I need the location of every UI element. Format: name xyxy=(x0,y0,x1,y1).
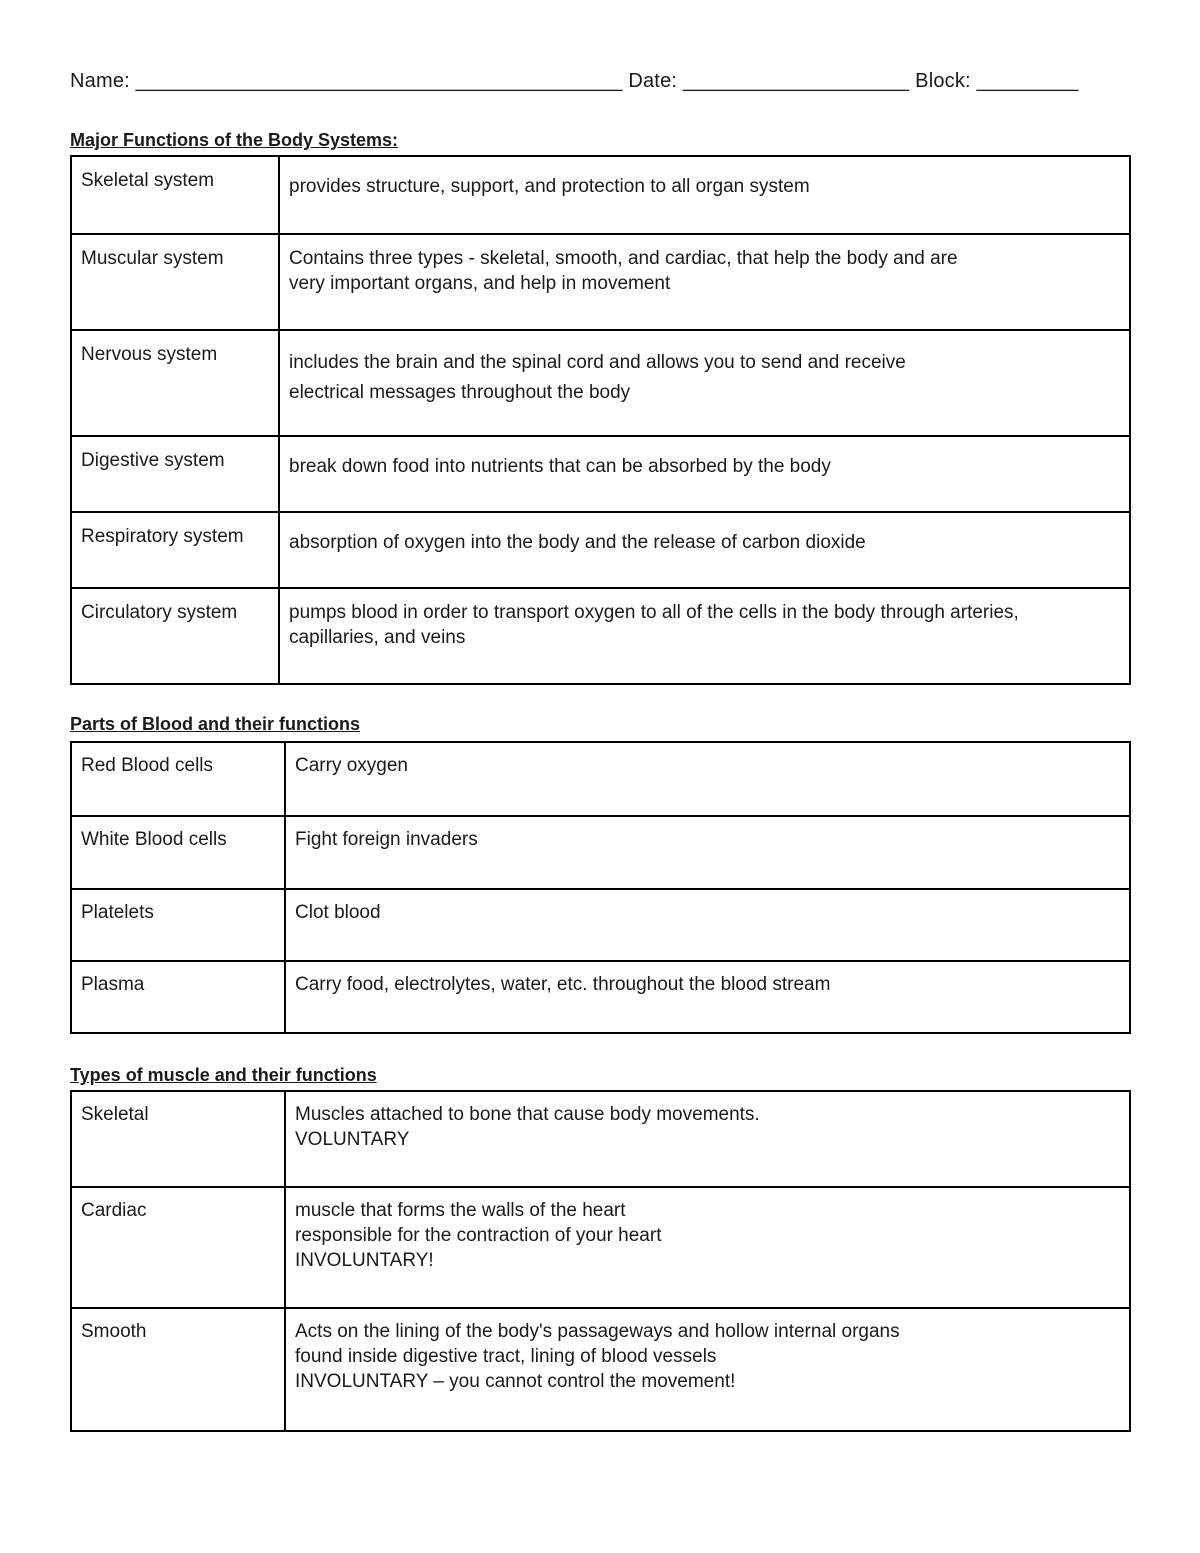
muscle-type-function: Muscles attached to bone that cause body movements. VOLUNTARY xyxy=(285,1091,1130,1187)
blood-part-function: Clot blood xyxy=(285,889,1130,961)
table-row xyxy=(71,156,1130,234)
system-name: Respiratory system xyxy=(71,512,279,588)
muscle-type-function: Acts on the lining of the body's passageways and hollow internal organs found inside digestive tract, lining of blood vessels INVOLUNTARY – you cannot control the movement! xyxy=(285,1308,1130,1431)
system-function: break down food into nutrients that can be absorbed by the body xyxy=(279,436,1130,512)
blood-part-name: Red Blood cells xyxy=(71,742,285,816)
muscle-type-name: Smooth xyxy=(71,1308,285,1431)
date-label: Date: xyxy=(628,70,678,92)
table-row xyxy=(71,1091,1130,1187)
system-function: provides structure, support, and protection to all organ system xyxy=(279,156,1130,234)
system-name: Skeletal system xyxy=(71,156,279,234)
block-field[interactable]: _________ xyxy=(976,70,1079,92)
table-row xyxy=(71,436,1130,512)
muscle-type-function: muscle that forms the walls of the heart responsible for the contraction of your heart INVOLUNTARY! xyxy=(285,1187,1130,1308)
muscle-type-name: Skeletal xyxy=(71,1091,285,1187)
body-systems-table xyxy=(70,155,1131,685)
system-name: Digestive system xyxy=(71,436,279,512)
block-label: Block: xyxy=(915,70,971,92)
system-function: Contains three types - skeletal, smooth, and cardiac, that help the body and are very important organs, and help in movement xyxy=(279,234,1130,330)
muscle-type-name: Cardiac xyxy=(71,1187,285,1308)
table-row xyxy=(71,512,1130,588)
system-function: absorption of oxygen into the body and the release of carbon dioxide xyxy=(279,512,1130,588)
muscle-types-title: Types of muscle and their functions xyxy=(70,1065,377,1085)
blood-part-name: Plasma xyxy=(71,961,285,1033)
system-name: Nervous system xyxy=(71,330,279,436)
name-label: Name: xyxy=(70,70,130,92)
system-name: Muscular system xyxy=(71,234,279,330)
body-systems-title: Major Functions of the Body Systems: xyxy=(70,130,399,150)
blood-parts-title: Parts of Blood and their functions xyxy=(70,714,361,734)
table-row xyxy=(71,961,1130,1033)
table-row xyxy=(71,889,1130,961)
table-row xyxy=(71,234,1130,330)
system-function: pumps blood in order to transport oxygen to all of the cells in the body through arteries, capillaries, and veins xyxy=(279,588,1130,684)
blood-part-name: White Blood cells xyxy=(71,816,285,889)
table-row xyxy=(71,330,1130,436)
muscle-types-table xyxy=(70,1090,1131,1432)
table-row xyxy=(71,1187,1130,1308)
system-function: includes the brain and the spinal cord and allows you to send and receive electrical messages throughout the body xyxy=(279,330,1130,436)
date-field[interactable]: ____________________ xyxy=(682,70,910,92)
system-name: Circulatory system xyxy=(71,588,279,684)
worksheet-header xyxy=(70,70,1079,93)
blood-part-function: Carry oxygen xyxy=(285,742,1130,816)
blood-part-name: Platelets xyxy=(71,889,285,961)
table-row xyxy=(71,1308,1130,1431)
table-row xyxy=(71,816,1130,889)
table-row xyxy=(71,742,1130,816)
name-field[interactable]: ___________________________________________ xyxy=(135,70,623,92)
blood-parts-table xyxy=(70,741,1131,1034)
table-row xyxy=(71,588,1130,684)
blood-part-function: Fight foreign invaders xyxy=(285,816,1130,889)
blood-part-function: Carry food, electrolytes, water, etc. throughout the blood stream xyxy=(285,961,1130,1033)
